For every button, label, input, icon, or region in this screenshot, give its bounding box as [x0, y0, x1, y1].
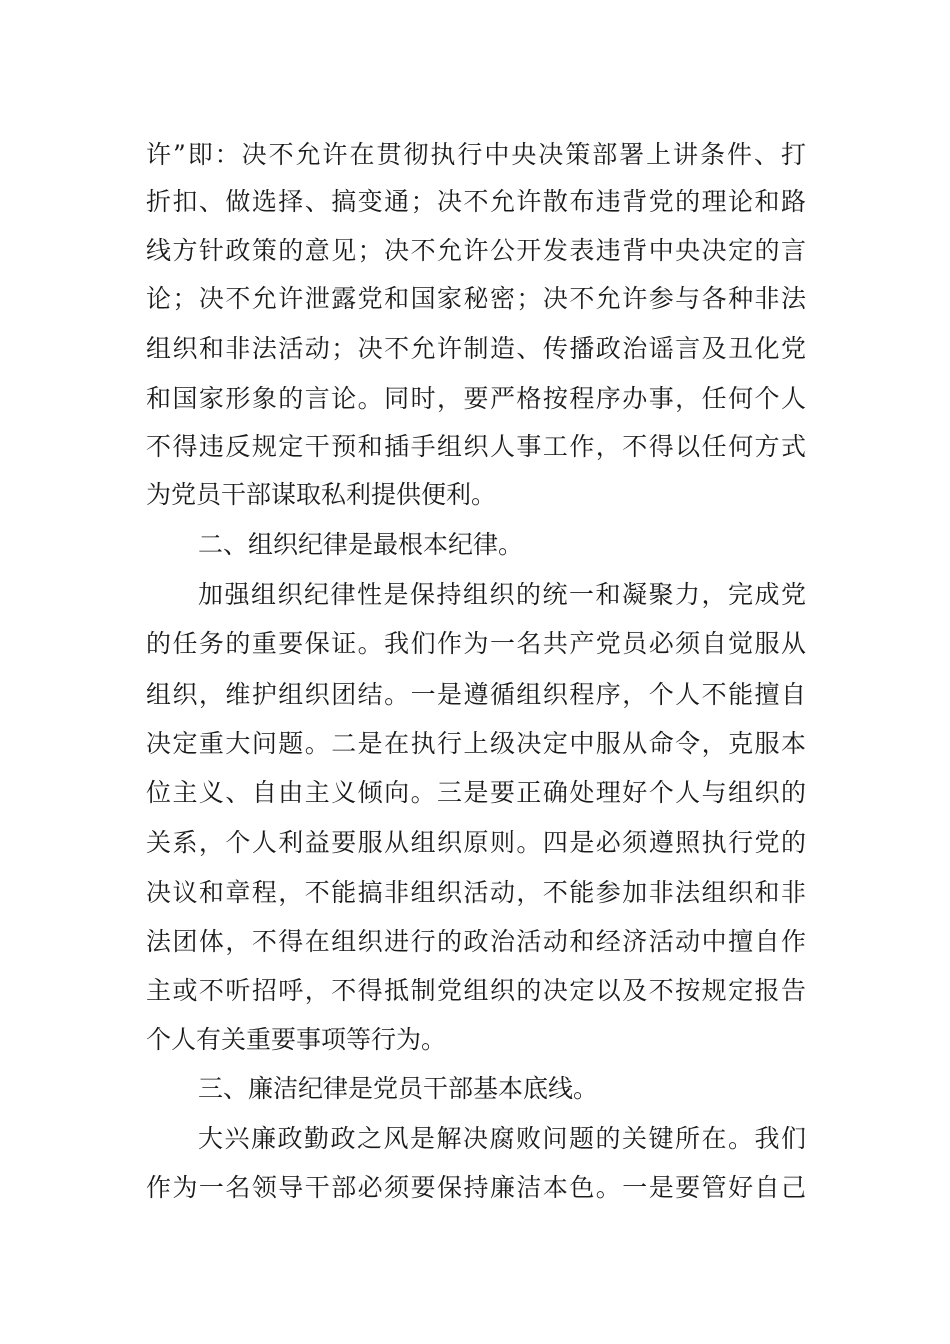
text-line: 组织，维护组织团结。一是遵循组织程序，个人不能擅自 — [146, 680, 806, 709]
text-line: 大兴廉政勤政之风是解决腐败问题的关键所在。我们 — [198, 1124, 806, 1153]
text-line: 法团体，不得在组织进行的政治活动和经济活动中擅自作 — [146, 927, 806, 956]
section-heading: 三、廉洁纪律是党员干部基本底线。 — [198, 1074, 599, 1103]
text-line: 论；决不允许泄露党和国家秘密；决不允许参与各种非法 — [146, 284, 806, 313]
text-line: 决定重大问题。二是在执行上级决定中服从命令，克服本 — [146, 729, 806, 758]
text-line: 和国家形象的言论。同时，要严格按程序办事，任何个人 — [146, 384, 806, 413]
text-line: 位主义、自由主义倾向。三是要正确处理好个人与组织的 — [146, 778, 806, 807]
text-line: 许”即：决不允许在贯彻执行中央决策部署上讲条件、打 — [146, 140, 806, 169]
text-line: 关系，个人利益要服从组织原则。四是必须遵照执行党的 — [146, 828, 806, 857]
text-line: 折扣、做选择、搞变通；决不允许散布违背党的理论和路 — [146, 187, 806, 216]
text-line: 加强组织纪律性是保持组织的统一和凝聚力，完成党 — [198, 580, 806, 609]
section-heading: 二、组织纪律是最根本纪律。 — [198, 530, 524, 559]
text-line: 线方针政策的意见；决不允许公开发表违背中央决定的言 — [146, 236, 806, 265]
text-line: 为党员干部谋取私利提供便利。 — [146, 480, 497, 509]
text-line: 的任务的重要保证。我们作为一名共产党员必须自觉服从 — [146, 629, 806, 658]
text-line: 个人有关重要事项等行为。 — [146, 1025, 447, 1054]
text-line: 决议和章程，不能搞非组织活动，不能参加非法组织和非 — [146, 878, 806, 907]
text-line: 组织和非法活动；决不允许制造、传播政治谣言及丑化党 — [146, 334, 806, 363]
text-line: 不得违反规定干预和插手组织人事工作，不得以任何方式 — [146, 432, 806, 461]
text-line: 主或不听招呼，不得抵制党组织的决定以及不按规定报告 — [146, 976, 806, 1005]
text-line: 作为一名领导干部必须要保持廉洁本色。一是要管好自己 — [146, 1173, 806, 1202]
